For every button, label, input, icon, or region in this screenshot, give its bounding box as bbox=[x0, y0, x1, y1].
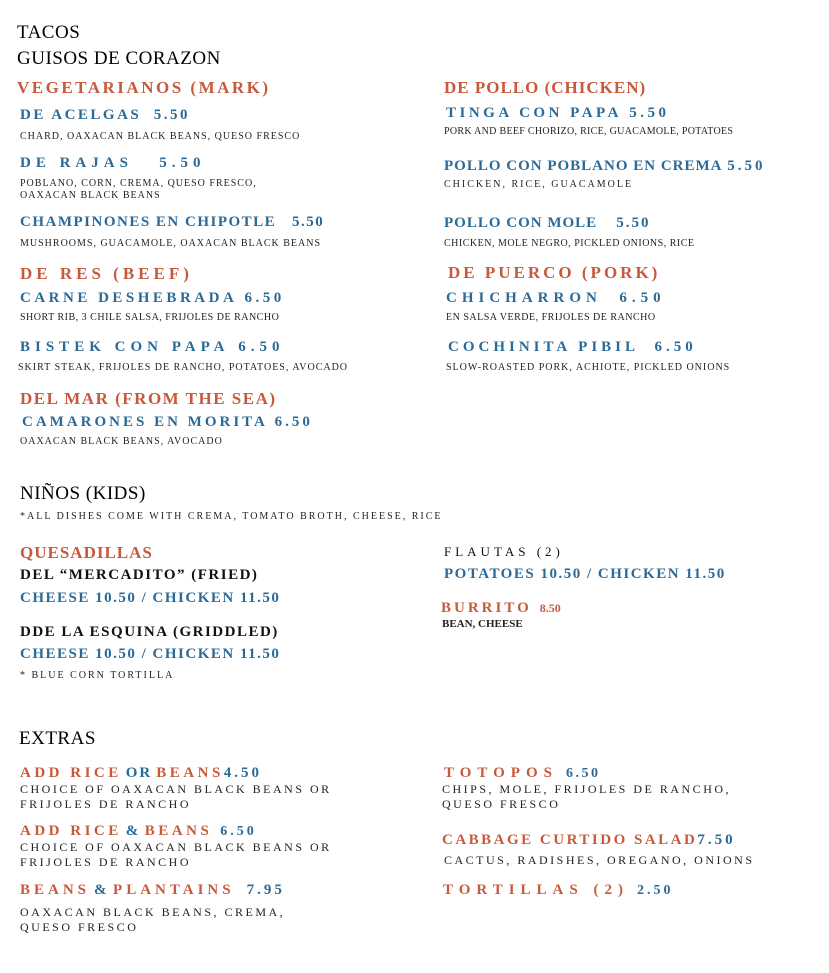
extra-price: 7.95 bbox=[246, 882, 285, 898]
quesadilla-esquina-prices: CHEESE 10.50 / CHICKEN 11.50 bbox=[20, 646, 281, 662]
menu-item-camarones bbox=[22, 414, 313, 431]
item-price: 6.50 bbox=[654, 339, 697, 355]
extra-price: 6.50 bbox=[220, 824, 257, 839]
quesadilla-mercadito-prices: CHEESE 10.50 / CHICKEN 11.50 bbox=[20, 590, 281, 606]
item-price: 5.50 bbox=[727, 158, 766, 174]
item-name: POLLO CON POBLANO EN CREMA bbox=[444, 158, 723, 174]
extra-desc-totopos: CHIPS, MOLE, FRIJOLES DE RANCHO, QUESO FRESCO bbox=[442, 782, 732, 811]
item-desc-chicharron: EN SALSA VERDE, FRIJOLES DE RANCHO bbox=[446, 312, 656, 323]
quesadilla-mercadito: DEL “MERCADITO” (FRIED) bbox=[20, 567, 259, 583]
quesadilla-esquina: DDE LA ESQUINA (GRIDDLED) bbox=[20, 624, 279, 640]
extras-title: EXTRAS bbox=[19, 728, 96, 749]
item-name: DE RAJAS bbox=[20, 155, 133, 171]
extra-curtido bbox=[442, 831, 736, 849]
extra-part-a: ADD RICE bbox=[20, 823, 122, 839]
extra-price: 6.50 bbox=[565, 766, 601, 781]
extra-price: 4.50 bbox=[223, 765, 263, 781]
item-name: DE ACELGAS bbox=[20, 107, 142, 123]
item-name: POLLO CON MOLE bbox=[444, 215, 598, 231]
extra-add-rice-or-beans bbox=[20, 764, 262, 782]
item-desc-de-acelgas: CHARD, OAXACAN BLACK BEANS, QUESO FRESCO bbox=[20, 131, 301, 142]
menu-item-carne-deshebrada bbox=[20, 290, 285, 307]
extra-part-b: BEANS bbox=[156, 765, 224, 781]
category-flautas: FLAUTAS (2) bbox=[444, 544, 564, 559]
item-desc-pollo-mole: CHICKEN, MOLE NEGRO, PICKLED ONIONS, RICE bbox=[444, 238, 695, 249]
menu-item-champinones bbox=[20, 214, 324, 231]
category-vegetarianos: VEGETARIANOS (MARK) bbox=[17, 78, 271, 97]
extra-desc-rice-and-beans: CHOICE OF OAXACAN BLACK BEANS OR FRIJOLES DE RANCHO bbox=[20, 840, 332, 869]
item-desc-tinga: PORK AND BEEF CHORIZO, RICE, GUACAMOLE, POTATOES bbox=[444, 126, 734, 137]
item-price: 5.50 bbox=[616, 215, 651, 231]
item-desc-bistek: SKIRT STEAK, FRIJOLES DE RANCHO, POTATOES, AVOCADO bbox=[18, 362, 349, 373]
category-burrito: BURRITO bbox=[441, 600, 532, 616]
extra-desc-rice-or-beans: CHOICE OF OAXACAN BLACK BEANS OR FRIJOLES DE RANCHO bbox=[20, 782, 332, 811]
item-price: 6.50 bbox=[619, 290, 666, 306]
extra-price: 7.50 bbox=[697, 832, 736, 848]
item-name: TINGA CON PAPA bbox=[446, 105, 622, 121]
quesadilla-footnote: * BLUE CORN TORTILLA bbox=[20, 670, 175, 681]
item-price: 6.50 bbox=[244, 290, 285, 306]
menu-item-pollo-poblano bbox=[444, 158, 766, 175]
extra-part-a: ADD RICE bbox=[20, 765, 122, 781]
menu-item-bistek bbox=[20, 339, 284, 356]
tacos-subtitle: GUISOS DE CORAZON bbox=[17, 48, 221, 69]
extra-part-a: BEANS bbox=[20, 882, 91, 898]
item-name: CHAMPINONES EN CHIPOTLE bbox=[20, 214, 277, 230]
burrito-price: 8.50 bbox=[539, 601, 561, 615]
item-price: 5.50 bbox=[629, 105, 670, 121]
extra-beans-plantains bbox=[20, 881, 285, 899]
item-name: COCHINITA PIBIL bbox=[448, 339, 640, 355]
menu-item-pollo-mole bbox=[444, 215, 650, 232]
extra-part-b: PLANTAINS bbox=[113, 882, 235, 898]
category-de-pollo: DE POLLO (CHICKEN) bbox=[444, 78, 647, 97]
menu-item-de-acelgas bbox=[20, 107, 190, 124]
extra-add-rice-and-beans bbox=[20, 822, 257, 840]
burrito-desc: BEAN, CHEESE bbox=[442, 618, 523, 630]
extra-part-and: & bbox=[125, 823, 141, 839]
item-price: 6.50 bbox=[274, 414, 313, 430]
item-price: 5.50 bbox=[153, 107, 191, 123]
extra-totopos bbox=[444, 764, 600, 782]
extra-part-b: BEANS bbox=[144, 823, 213, 839]
item-desc-cochinita: SLOW-ROASTED PORK, ACHIOTE, PICKLED ONIONS bbox=[446, 362, 731, 373]
item-desc-champinones: MUSHROOMS, GUACAMOLE, OAXACAN BLACK BEANS bbox=[20, 238, 322, 249]
extra-name: TOTOPOS bbox=[444, 765, 558, 781]
extra-price: 2.50 bbox=[636, 883, 674, 898]
extra-name: CABBAGE CURTIDO SALAD bbox=[442, 832, 698, 848]
item-price: 5.50 bbox=[291, 214, 325, 230]
extra-part-and: & bbox=[94, 882, 110, 898]
extra-part-or: OR bbox=[125, 765, 153, 781]
extra-desc-curtido: CACTUS, RADISHES, OREGANO, ONIONS bbox=[444, 853, 755, 867]
item-name: CARNE DESHEBRADA bbox=[20, 290, 238, 306]
kids-note: *ALL DISHES COME WITH CREMA, TOMATO BROTH, CHEESE, RICE bbox=[20, 511, 443, 522]
category-de-puerco: DE PUERCO (PORK) bbox=[448, 263, 661, 282]
item-name: CHICHARRON bbox=[446, 290, 602, 306]
category-de-res: DE RES (BEEF) bbox=[20, 264, 193, 283]
category-del-mar: DEL MAR (FROM THE SEA) bbox=[20, 389, 277, 408]
extra-name: TORTILLAS (2) bbox=[443, 882, 629, 898]
item-price: 5.50 bbox=[159, 155, 206, 171]
item-name: CAMARONES EN MORITA bbox=[22, 414, 268, 430]
burrito-line bbox=[441, 599, 561, 617]
item-desc-carne-deshebrada: SHORT RIB, 3 CHILE SALSA, FRIJOLES DE RANCHO bbox=[20, 312, 280, 323]
item-desc-pollo-poblano: CHICKEN, RICE, GUACAMOLE bbox=[444, 179, 634, 190]
extra-tortillas bbox=[443, 881, 673, 899]
item-desc-de-rajas-1: POBLANO, CORN, CREMA, QUESO FRESCO, bbox=[20, 178, 257, 189]
menu-item-chicharron bbox=[446, 290, 666, 307]
item-desc-de-rajas-2: OAXACAN BLACK BEANS bbox=[20, 190, 161, 201]
item-name: BISTEK CON PAPA bbox=[20, 339, 230, 355]
kids-title: NIÑOS (KIDS) bbox=[20, 483, 146, 504]
flautas-prices: POTATOES 10.50 / CHICKEN 11.50 bbox=[444, 566, 726, 582]
item-desc-camarones: OAXACAN BLACK BEANS, AVOCADO bbox=[20, 436, 223, 447]
extra-desc-beans-plantains: OAXACAN BLACK BEANS, CREMA, QUESO FRESCO bbox=[20, 905, 286, 934]
menu-item-de-rajas bbox=[20, 155, 205, 172]
item-price: 6.50 bbox=[238, 339, 285, 355]
menu-item-cochinita bbox=[448, 339, 697, 356]
menu-item-tinga bbox=[446, 105, 669, 122]
tacos-title: TACOS bbox=[17, 22, 81, 43]
category-quesadillas: QUESADILLAS bbox=[20, 543, 153, 562]
